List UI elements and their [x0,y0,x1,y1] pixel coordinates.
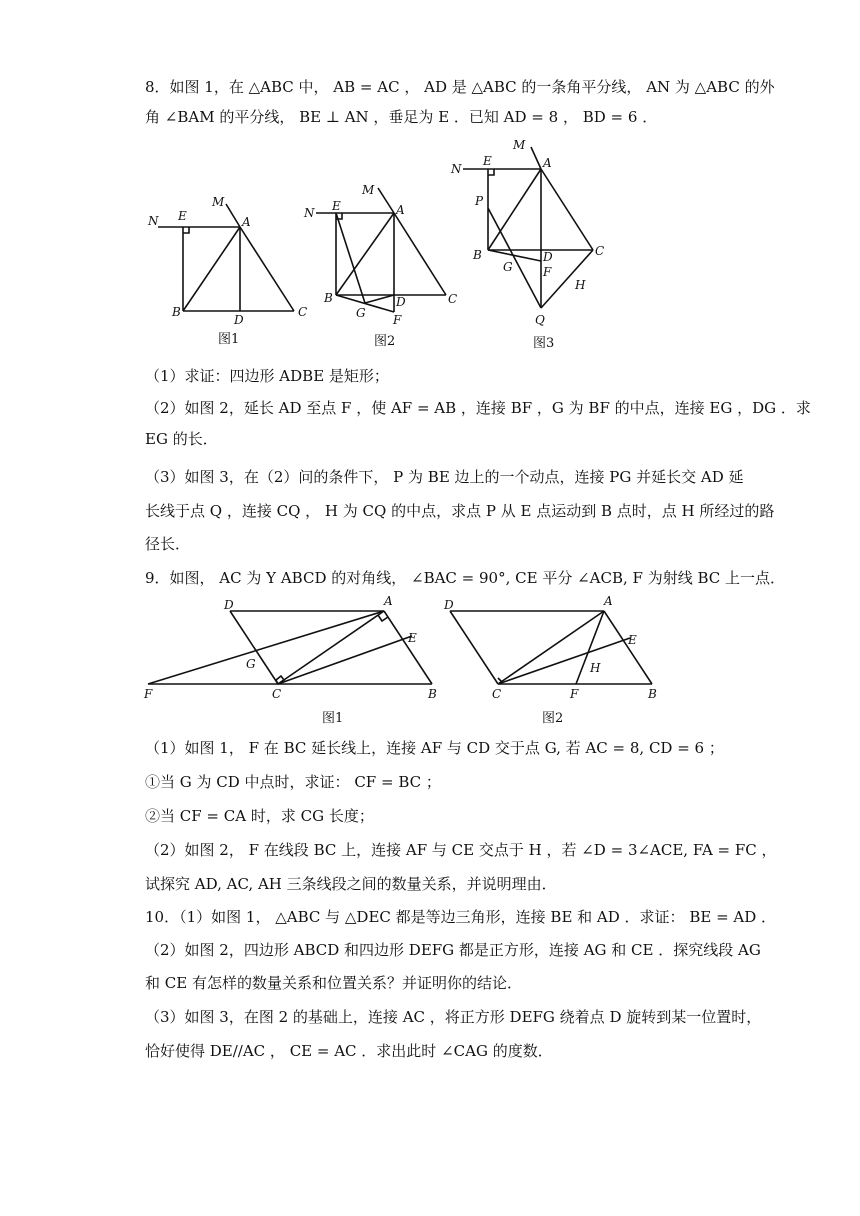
q8-figure-1 [140,190,320,350]
line-ab [488,169,541,250]
label-d: D [234,313,244,327]
label-m: M [513,138,526,152]
right-angle-mark [488,169,494,175]
line-am [531,147,541,169]
q8-figure-3 [445,135,620,355]
label-q: Q [535,313,545,327]
label-b: B [428,687,437,701]
q9-part-2-line-2: 试探究 AD, AC, AH 三条线段之间的数量关系，并说明理由． [145,875,557,893]
label-a: A [604,594,613,608]
label-e: E [483,154,492,168]
label-a: A [543,156,552,170]
q8-part-2-line-1: （2）如图 2，延长 AD 至点 F ，使 AF = AB ，连接 BF ，G 为 BF 的中点，连接 EG ，DG ．求 [145,399,811,417]
label-c: C [492,687,502,701]
label-g: G [246,657,256,671]
line-fa [148,611,384,684]
line-ac [394,213,446,295]
q9-figure-2 [440,592,665,730]
label-n: N [451,162,462,176]
label-c: C [298,305,308,319]
line-ab [384,611,432,684]
line-ac [278,611,384,684]
label-n: N [304,206,315,220]
label-b: B [648,687,657,701]
label-d: D [224,598,234,612]
label-h: H [575,278,586,292]
line-am [226,204,240,227]
label-g: G [503,260,513,274]
label-e: E [332,199,341,213]
label-h: H [590,661,601,675]
label-c: C [272,687,282,701]
line-am [378,188,394,213]
label-m: M [212,195,225,209]
q9-figure-1 [140,592,450,730]
q8-part-3-line-2: 长线于点 Q ，连接 CQ ， H 为 CQ 的中点，求点 P 从 E 点运动到 B 点时，点 H 所经过的路 [145,502,775,520]
line-dc [450,611,498,684]
line-dc [230,611,278,684]
label-d: D [444,598,454,612]
label-c: C [595,244,605,258]
label-f: F [543,265,552,279]
q8-part-2-line-2: EG 的长． [145,430,218,448]
label-a: A [242,215,251,229]
line-ac [541,169,593,250]
q8-figure-2 [298,176,468,350]
label-e: E [628,633,637,647]
label-a: A [384,594,393,608]
caption: 图1 [218,332,240,347]
line-pq [488,208,541,308]
label-c: C [448,292,458,306]
q10-line-2: （2）如图 2，四边形 ABCD 和四边形 DEFG 都是正方形，连接 AG 和 CE ．探究线段 AG [145,941,761,959]
line-ab [604,611,652,684]
caption: 图2 [542,711,564,726]
caption: 图3 [533,336,555,351]
caption: 图1 [322,711,344,726]
label-b: B [473,248,482,262]
label-e: E [408,631,417,645]
q8-part-3-line-1: （3）如图 3，在（2）问的条件下， P 为 BE 边上的一个动点，连接 PG 并延长交 AD 延 [145,468,744,486]
label-f: F [144,687,153,701]
q8-part-3-line-3: 径长． [145,535,191,553]
caption: 图2 [374,334,396,349]
right-angle-mark [183,227,189,233]
label-n: N [148,214,159,228]
label-f: F [393,313,402,327]
label-d: D [396,295,406,309]
q10-line-1: 10．（1）如图 1， △ABC 与 △DEC 都是等边三角形，连接 BE 和 AD ．求证： BE = AD ． [145,908,777,926]
q10-line-3: 和 CE 有怎样的数量关系和位置关系？并证明你的结论． [145,974,522,992]
q8-line-1: 8．如图 1，在 △ABC 中， AB = AC ， AD 是 △ABC 的一条角平分线， AN 为 △ABC 的外 [145,78,775,96]
label-b: B [172,305,181,319]
line-ab [336,213,394,295]
line-ce [278,636,412,684]
q9-part-1-b: ②当 CF = CA 时，求 CG 长度； [145,807,374,825]
line-dg [365,295,394,303]
label-d: D [543,250,553,264]
q10-line-4: （3）如图 3，在图 2 的基础上，连接 AC ，将正方形 DEFG 绕着点 D 旋转到某一位置时， [145,1008,762,1026]
label-m: M [362,183,375,197]
q9-line-1: 9．如图， AC 为 Y ABCD 的对角线， ∠BAC = 90°, CE 平分 ∠ACB, F 为射线 BC 上一点． [145,569,786,587]
q8-line-2: 角 ∠BAM 的平分线， BE ⊥ AN ，垂足为 E ．已知 AD = 8 ， BD = 6 ． [145,108,658,126]
label-g: G [356,306,366,320]
line-ce [498,638,630,684]
q8-part-1: （1）求证：四边形 ADBE 是矩形； [145,367,389,385]
label-p: P [475,194,484,208]
q9-part-1: （1）如图 1， F 在 BC 延长线上，连接 AF 与 CD 交于点 G, 若 AC = 8, CD = 6 ； [145,739,724,757]
label-e: E [178,209,187,223]
q10-line-5: 恰好使得 DE//AC ， CE = AC ．求出此时 ∠CAG 的度数． [145,1042,553,1060]
q9-part-1-a: ①当 G 为 CD 中点时，求证： CF = BC ； [145,773,441,791]
line-ab [183,227,240,311]
line-ac [240,227,294,311]
line-ac [498,611,604,684]
q9-part-2-line-1: （2）如图 2， F 在线段 BC 上，连接 AF 与 CE 交点于 H ，若 ∠D = 3∠ACE, FA = FC ， [145,841,777,859]
label-a: A [396,203,405,217]
label-f: F [570,687,579,701]
label-b: B [324,291,333,305]
